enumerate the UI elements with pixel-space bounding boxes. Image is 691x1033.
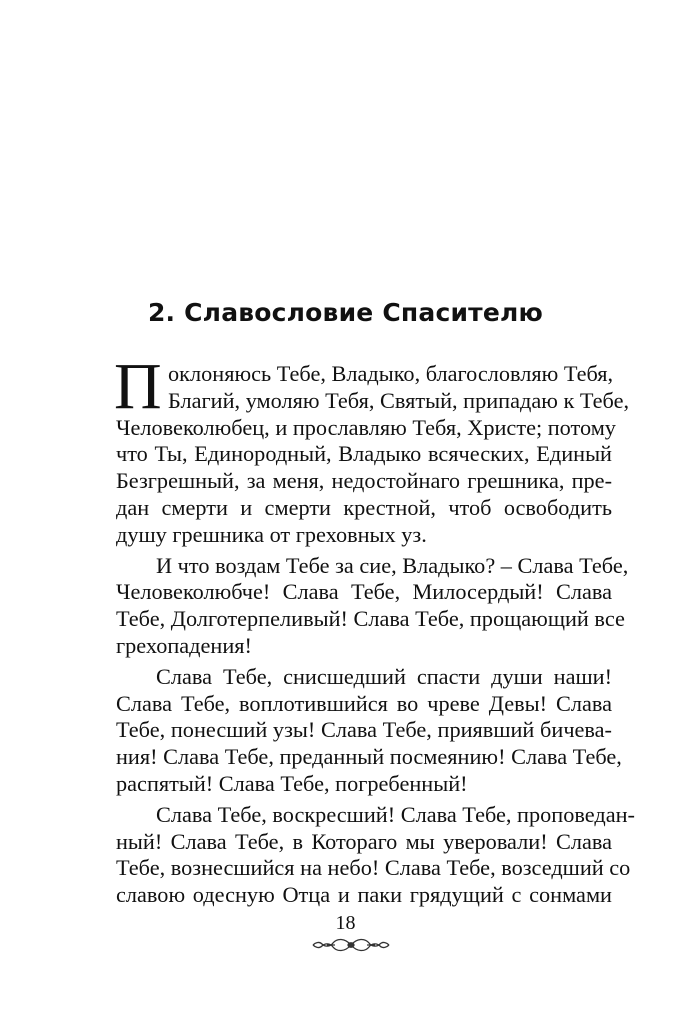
text-line: Тебе, понесший узы! Слава Тебе, приявший бичева- (116, 717, 612, 743)
paragraph-4 (116, 801, 635, 909)
text-line: ный! Слава Тебе, в Котораго мы уверовали! Слава (116, 828, 612, 854)
drop-cap: П (114, 350, 162, 423)
paragraph-1 (114, 350, 630, 549)
text-line: оклоняюсь Тебе, Владыко, благословляю Тебя, (168, 361, 614, 386)
decorative-flourish-icon (311, 935, 391, 955)
text-line: Человеколюбец, и прославляю Тебя, Христе; потому (116, 414, 616, 440)
text-line: Слава Тебе, воплотившийся во чреве Девы! Слава (116, 690, 612, 716)
text-line: Слава Тебе, снисшедший спасти души наши! (156, 663, 612, 689)
section-heading: 2. Славословие Спасителю (147, 298, 544, 327)
text-line: Слава Тебе, воскресший! Слава Тебе, проповедан- (156, 801, 635, 827)
page-number: 18 (335, 912, 356, 934)
text-line: дан смерти и смерти крестной, чтоб освободить (116, 494, 612, 520)
text-line: Тебе, Долготерпеливый! Слава Тебе, прощающий все (116, 606, 625, 632)
text-line: И что воздам Тебе за сие, Владыко? – Слава Тебе, (156, 552, 629, 578)
text-line: Благий, умоляю Тебя, Святый, припадаю к Тебе, (168, 387, 630, 413)
text-line: Тебе, вознесшийся на небо! Слава Тебе, возседший со (116, 855, 631, 881)
paragraph-3 (116, 663, 622, 798)
text-line: славою одесную Отца и паки грядущий с сонмами (116, 882, 612, 908)
text-line: распятый! Слава Тебе, погребенный! (116, 770, 468, 796)
body-text (114, 350, 635, 909)
text-line: что Ты, Единородный, Владыко всяческих, Единый (116, 441, 612, 467)
text-line: душу грешника от греховных уз. (116, 521, 427, 547)
text-line: Человеколюбче! Слава Тебе, Милосердый! Слава (116, 579, 612, 605)
paragraph-2 (116, 552, 629, 660)
text-line: ния! Слава Тебе, преданный посмеянию! Слава Тебе, (116, 744, 622, 770)
text-line: грехопадения! (116, 632, 252, 658)
text-line: Безгрешный, за меня, недостойнаго грешника, пре- (116, 468, 612, 494)
